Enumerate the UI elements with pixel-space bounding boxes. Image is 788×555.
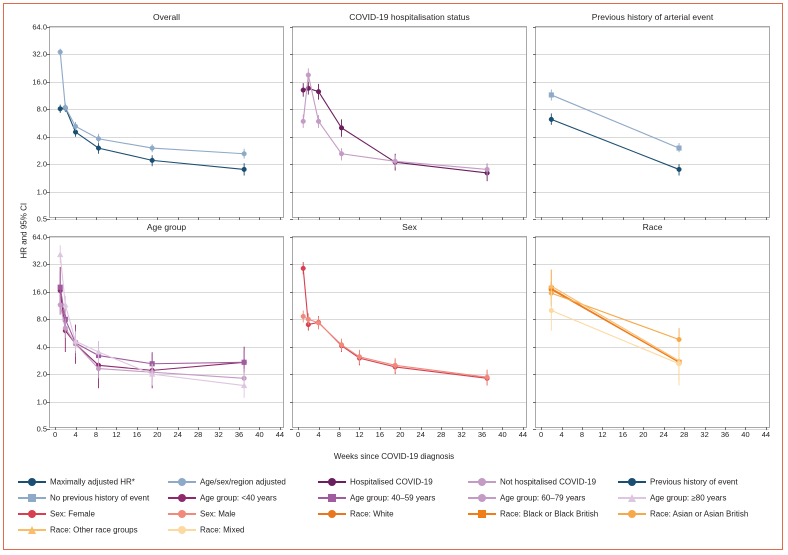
legend-item[interactable]: [318, 506, 394, 521]
legend-label: Race: Mixed: [200, 525, 245, 535]
x-tick-label: 44: [275, 430, 285, 439]
x-tick-label: 0: [296, 430, 301, 439]
x-tick-label: 12: [112, 430, 121, 439]
x-tick-label: 8: [336, 430, 342, 439]
x-tick-label: 28: [436, 430, 446, 439]
x-tick-label: 20: [153, 430, 162, 439]
x-tick-label: 16: [132, 430, 142, 439]
x-tick-label: 32: [214, 430, 223, 439]
legend-item[interactable]: [18, 506, 95, 521]
legend-swatch: [168, 493, 196, 503]
legend-swatch: [18, 493, 46, 503]
legend-label: Race: Black or Black British: [500, 509, 599, 519]
plot-area-hosp: [292, 26, 527, 218]
y-tick-label: 0.5: [36, 424, 47, 434]
y-tick-label: 32.0: [32, 49, 47, 59]
legend-label: Previous history of event: [650, 477, 738, 487]
panel-overall: [32, 12, 284, 227]
y-axis-label: HR and 95% CI: [19, 202, 29, 259]
x-tick-label: 24: [173, 430, 182, 439]
legend-item[interactable]: [618, 490, 726, 505]
legend-label: Age/sex/region adjusted: [200, 477, 286, 487]
legend-label: Age group: 60–79 years: [500, 493, 586, 503]
gridline: [293, 219, 526, 220]
y-tick-mark: [47, 219, 50, 220]
legend-label: Sex: Male: [200, 509, 236, 519]
x-tick-label: 36: [477, 430, 487, 439]
panel-title: Race: [642, 222, 663, 232]
series-line: [551, 286, 679, 361]
legend-item[interactable]: [318, 474, 433, 489]
legend-label: Race: White: [350, 509, 394, 519]
series-line: [60, 52, 244, 154]
legend-label: Sex: Female: [50, 509, 95, 519]
x-tick-label: 16: [375, 430, 385, 439]
y-tick-mark: [290, 219, 293, 220]
x-tick-label: 0: [53, 430, 58, 439]
legend-row: [18, 490, 770, 505]
legend-item[interactable]: [318, 490, 435, 505]
legend-swatch: [18, 525, 46, 535]
plot-area-race: [535, 236, 771, 439]
y-tick-label: 64.0: [32, 22, 47, 32]
gridline: [50, 429, 283, 430]
panel-sex: [292, 222, 527, 450]
legend-swatch: [618, 477, 646, 487]
legend-item[interactable]: [618, 474, 738, 489]
series-line: [551, 310, 679, 363]
x-tick-label: 24: [659, 430, 668, 439]
x-axis-label: Weeks since COVID-19 diagnosis: [333, 452, 455, 461]
y-tick-label: 4.0: [36, 342, 47, 352]
legend-swatch: [318, 509, 346, 519]
y-tick-label: 64.0: [32, 232, 47, 242]
x-tick-label: 40: [255, 430, 264, 439]
panel-age: [32, 222, 285, 450]
x-tick-label: 8: [579, 430, 585, 439]
x-tick-label: 12: [355, 430, 364, 439]
legend-label: Hospitalised COVID-19: [350, 477, 433, 487]
series-layer: [50, 237, 285, 429]
legend-label: Race: Other race groups: [50, 525, 138, 535]
panel-prevevent: [535, 12, 770, 227]
legend-swatch: [168, 525, 196, 535]
legend-item[interactable]: [168, 490, 277, 505]
legend-item[interactable]: [468, 490, 585, 505]
legend-swatch: [168, 477, 196, 487]
legend-swatch: [318, 477, 346, 487]
x-tick-label: 40: [741, 430, 750, 439]
panel-title: Age group: [146, 222, 187, 232]
figure-frame: [3, 3, 783, 550]
gridline: [536, 429, 769, 430]
x-tick-label: 4: [316, 430, 321, 439]
legend-swatch: [618, 509, 646, 519]
y-tick-label: 0.5: [36, 214, 47, 224]
panel-title: Sex: [402, 222, 417, 232]
x-tick-label: 44: [518, 430, 528, 439]
legend-item[interactable]: [168, 474, 286, 489]
y-tick-label: 16.0: [32, 287, 47, 297]
legend-row: [18, 474, 770, 489]
legend-row: [18, 506, 770, 521]
series-layer: [536, 27, 771, 219]
x-tick-label: 24: [416, 430, 425, 439]
gridline: [293, 429, 526, 430]
y-tick-label: 1.0: [36, 187, 47, 197]
panel-title: Previous history of arterial event: [591, 12, 714, 22]
legend-label: Race: Asian or Asian British: [650, 509, 749, 519]
y-tick-label: 32.0: [32, 259, 47, 269]
legend-label: Age group: 40–59 years: [350, 493, 436, 503]
x-tick-label: 44: [761, 430, 771, 439]
legend-item[interactable]: [168, 506, 236, 521]
y-tick-label: 2.0: [36, 369, 47, 379]
x-tick-label: 40: [498, 430, 507, 439]
y-tick-label: 1.0: [36, 397, 47, 407]
panel-title: COVID-19 hospitalisation status: [349, 12, 470, 22]
panel-title: Overall: [153, 12, 180, 22]
x-tick-label: 36: [720, 430, 730, 439]
x-tick-label: 28: [679, 430, 689, 439]
y-tick-mark: [533, 219, 536, 220]
y-tick-label: 16.0: [32, 77, 47, 87]
legend-swatch: [18, 509, 46, 519]
series-layer: [50, 27, 285, 219]
series-layer: [293, 237, 528, 429]
gridline: [536, 219, 769, 220]
legend-label: No previous history of event: [50, 493, 150, 503]
x-tick-label: 0: [539, 430, 544, 439]
plot-area-sex: [292, 236, 528, 439]
x-tick-label: 20: [396, 430, 405, 439]
legend-item[interactable]: [168, 522, 244, 537]
panel-race: [535, 222, 770, 450]
legend-item[interactable]: [18, 490, 149, 505]
plot-area-prevevent: [535, 26, 770, 218]
legend-item[interactable]: [468, 474, 596, 489]
x-tick-label: 28: [193, 430, 203, 439]
legend-swatch: [168, 509, 196, 519]
y-tick-label: 8.0: [36, 104, 47, 114]
series-line: [551, 119, 679, 169]
legend-label: Maximally adjusted HR*: [50, 477, 135, 487]
x-tick-label: 4: [73, 430, 78, 439]
x-tick-label: 20: [639, 430, 648, 439]
legend-row: [18, 522, 770, 537]
x-tick-label: 36: [234, 430, 244, 439]
y-tick-label: 2.0: [36, 159, 47, 169]
y-tick-mark: [533, 429, 536, 430]
legend-item[interactable]: [468, 506, 598, 521]
legend-swatch: [468, 477, 496, 487]
legend-swatch: [618, 493, 646, 503]
panel-hosp: [292, 12, 527, 227]
series-line: [551, 95, 679, 148]
legend-label: Age group: <40 years: [200, 493, 277, 503]
plot-area-age: [32, 232, 285, 439]
x-tick-label: 16: [618, 430, 628, 439]
y-tick-mark: [290, 429, 293, 430]
legend-swatch: [468, 493, 496, 503]
y-tick-label: 4.0: [36, 132, 47, 142]
y-tick-mark: [47, 429, 50, 430]
x-tick-label: 32: [700, 430, 709, 439]
x-tick-label: 8: [93, 430, 99, 439]
legend-swatch: [18, 477, 46, 487]
series-line: [551, 293, 679, 339]
series-layer: [536, 237, 771, 429]
legend-item[interactable]: [18, 474, 135, 489]
legend-swatch: [468, 509, 496, 519]
x-tick-label: 4: [559, 430, 564, 439]
gridline: [50, 219, 283, 220]
plot-area-overall: [32, 22, 284, 224]
y-tick-label: 8.0: [36, 314, 47, 324]
x-tick-label: 32: [457, 430, 466, 439]
legend-label: Not hospitalised COVID-19: [500, 477, 597, 487]
legend-item[interactable]: [18, 522, 138, 537]
legend-item[interactable]: [618, 506, 748, 521]
legend: [18, 474, 770, 544]
x-tick-label: 12: [598, 430, 607, 439]
legend-label: Age group: ≥80 years: [650, 493, 727, 503]
legend-swatch: [318, 493, 346, 503]
series-layer: [293, 27, 528, 219]
series-line: [551, 288, 679, 362]
